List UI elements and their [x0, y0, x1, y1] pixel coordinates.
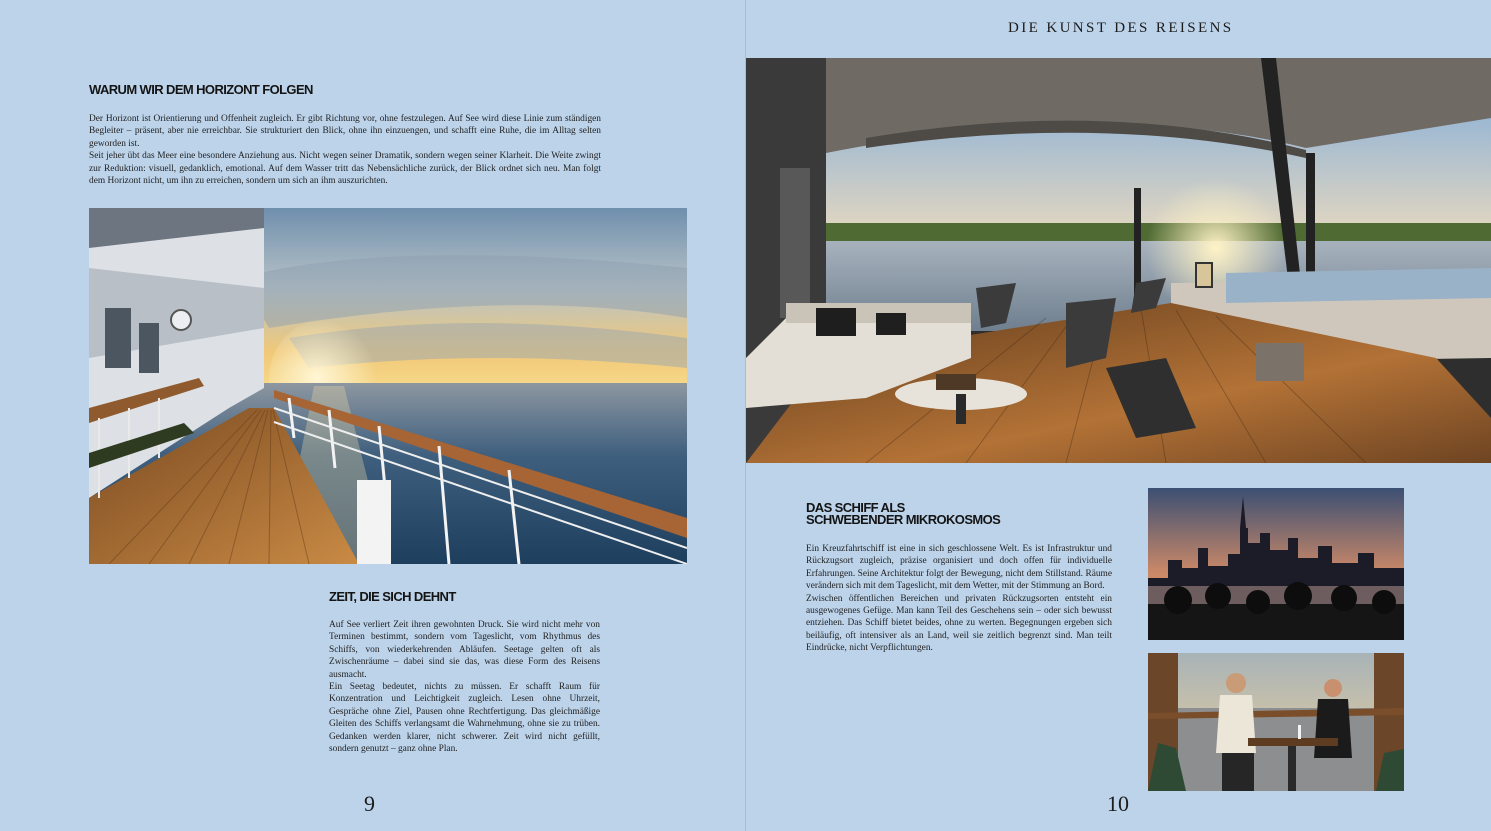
- title-line: DAS SCHIFF ALS: [806, 500, 905, 515]
- page-number-left: 9: [364, 791, 375, 816]
- photo-ship-deck-sunset: [89, 208, 687, 564]
- paragraph: Seit jeher übt das Meer eine besondere Anziehung aus. Nicht wegen seiner Dramatik, sondern wegen seiner Klarheit. Die Weite zwingt zur Reduktion: visuell, gedanklich, emotional. Auf dem Wasser tritt das Nebensächliche zurück, der Blick ordnet sich neu. Man folgt dem Horizont nicht, um ihn zu erreichen, sondern um sich an ihm auszurichten.: [89, 151, 601, 187]
- photo-couple-dinner: [1148, 653, 1404, 791]
- section-title-time: ZEIT, DIE SICH DEHNT: [329, 589, 456, 604]
- section-title-microcosm: [806, 502, 1106, 526]
- paragraph: Ein Kreuzfahrtschiff ist eine in sich geschlossene Welt. Es ist Infrastruktur und Rückzugsort zugleich, präzise organisiert und doch offen für individuelle Erfahrungen. Seine Architektur folgt der Bewegung, nicht dem Stillstand. Räume verändern sich mit dem Tageslicht, mit dem Wetter, mit der Stimmung an Bord.: [806, 544, 1112, 592]
- section-body-microcosm: [806, 543, 1112, 655]
- section-title-horizon: WARUM WIR DEM HORIZONT FOLGEN: [89, 82, 313, 97]
- photo-ship-terrace: [746, 58, 1491, 463]
- paragraph: Der Horizont ist Orientierung und Offenheit zugleich. Er gibt Richtung vor, ohne festzulegen. Auf See wird diese Linie zum ständigen Begleiter – präsent, aber nie erreichbar. Sie strukturiert den Blick, ohne ihn einzuengen, und schafft eine Ruhe, die im Alltag selten geworden ist.: [89, 114, 601, 149]
- title-line: SCHWEBENDER MIKROKOSMOS: [806, 512, 1001, 527]
- paragraph: Ein Seetag bedeutet, nichts zu müssen. Er schafft Raum für Konzentration und Leichtigkeit zugleich. Lesen ohne Uhrzeit, Gespräche ohne Ziel, Pausen ohne Rechtfertigung. Das gleichmäßige Gleiten des Schiffs verlangsamt die Wahrnehmung, ohne sie zu trüben. Gedanken werden klarer, nicht schwerer. Zeit wird nicht gefüllt, sondern genutzt – ganz ohne Plan.: [329, 682, 600, 755]
- photo-city-skyline: [1148, 488, 1404, 640]
- page-number-right: 10: [1107, 791, 1129, 816]
- section-body-time: [329, 619, 600, 755]
- running-head: DIE KUNST DES REISENS: [1008, 20, 1234, 36]
- paragraph: Auf See verliert Zeit ihren gewohnten Druck. Sie wird nicht mehr von Terminen bestimmt, sondern vom Tageslicht, vom Rhythmus des Schiffs, von wiederkehrenden Abläufen. Seetage gelten oft als Zwischenräume – dabei sind sie das, was diese Form des Reisens ausmacht.: [329, 620, 600, 680]
- paragraph: Zwischen öffentlichen Bereichen und privaten Rückzugsorten entsteht ein ausgewogenes Gefüge. Man kann Teil des Geschehens sein – oder sich bewusst entziehen. Das Schiff bietet beides, ohne zu werten. Begegnungen ergeben sich beiläufig, oft intensiver als an Land, weil sie zeitlich begrenzt sind. Man teilt Eindrücke, nicht Verpflichtungen.: [806, 593, 1112, 654]
- section-body-horizon: [89, 113, 601, 187]
